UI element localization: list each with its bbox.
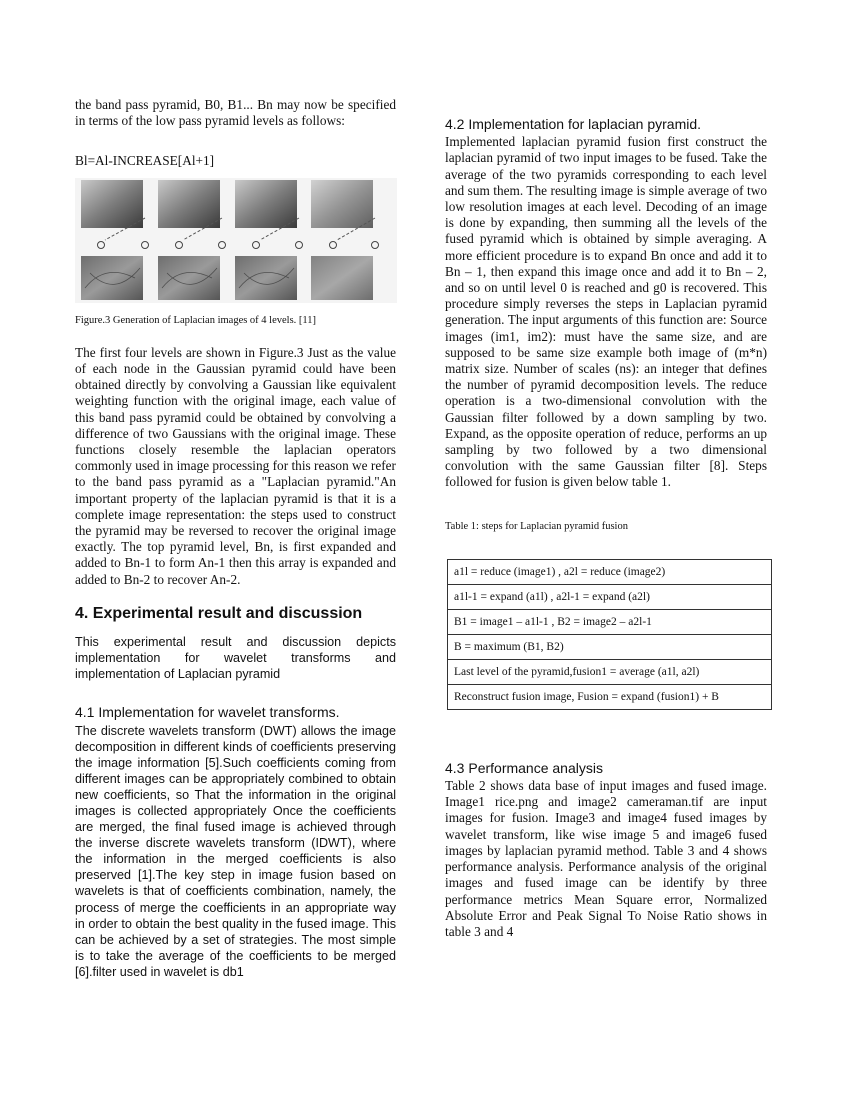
formula: Bl=Al-INCREASE[Al+1]	[75, 153, 215, 169]
table-cell: a1l-1 = expand (a1l) , a2l-1 = expand (a2l)	[448, 584, 772, 609]
table-row	[448, 634, 772, 659]
gaussian-level-2-image	[235, 180, 297, 228]
table-cell: B = maximum (B1, B2)	[448, 634, 772, 659]
section-intro: This experimental result and discussion depicts implementation for wavelet transforms and implementation of Laplacian pyramid	[75, 635, 396, 682]
table-row	[448, 609, 772, 634]
subsection-heading: 4.2 Implementation for laplacian pyramid.	[445, 116, 702, 132]
difference-node-icon	[219, 241, 226, 248]
laplacian-figure-graphic	[75, 178, 397, 303]
difference-node-icon	[253, 241, 260, 248]
gaussian-level-0-image	[81, 180, 143, 228]
intro-paragraph: the band pass pyramid, B0, B1... Bn may now be specified in terms of the low pass pyramid levels as follows:	[75, 97, 396, 129]
fusion-steps-table	[447, 559, 772, 710]
section-heading: 4. Experimental result and discussion	[75, 604, 363, 622]
subsection-heading: 4.1 Implementation for wavelet transforms.	[75, 704, 340, 721]
figure-caption: Figure.3 Generation of Laplacian images of 4 levels. [11]	[75, 314, 317, 326]
subsection-body: Implemented laplacian pyramid fusion first construct the laplacian pyramid of two input images to be fused. Take the average of the two pyramids corresponding to each level and sum them. The resulting image is simple average of two low resolution images at each level. Decoding of an image is done by expanding, then summing all the levels of the fused pyramid which is obtained by simple averaging. A more efficient procedure is to expand Bn once and add it to Bn – 1, then expand this image once and add it to Bn – 2, and so on until level 0 is reached and g0 is recovered. This procedure simply reverses the steps in Laplacian pyramid generation. The input arguments of this function are: Source images (im1, im2): must have the same size, and are supposed to be same size example both image of (m*n) matrix size. Number of scales (ns): an integer that defines the number of pyramid decomposition levels. The reduce operation is a two-dimensional convolution with the Gaussian filter followed by a down sampling by two. Expand, as the opposite operation of reduce, performs an up sampling by two followed by a two dimensional convolution with the same Gaussian filter [8]. Steps followed for fusion is given below table 1.	[445, 134, 767, 490]
table-row	[448, 659, 772, 684]
difference-node-icon	[372, 241, 379, 248]
left-column	[75, 97, 396, 980]
table-row	[448, 684, 772, 709]
difference-node-icon	[142, 241, 149, 248]
table-cell: Last level of the pyramid,fusion1 = average (a1l, a2l)	[448, 659, 772, 684]
table-row	[448, 559, 772, 584]
laplacian-figure	[75, 178, 397, 303]
difference-node-icon	[296, 241, 303, 248]
laplacian-level-3-image	[311, 256, 373, 300]
laplacian-level-1-image	[158, 256, 220, 300]
subsection-body: The discrete wavelets transform (DWT) allows the image decomposition in different kinds of coefficients preserving the image information [5].Such coefficients coming from different images can be appropriately combined to obtain new coefficients, so That the information in the original images is collected appropriately Once the coefficients are merged, the final fused image is achieved through the inverse discrete wavelets transform (IDWT), where the information in the merged coefficients is also preserved [1].The key step in image fusion based on wavelets is that of coefficients combination, namely, the process of merge the coefficients in an appropriate way in order to obtain the best quality in the fused image. This can be achieved by a set of strategies. The most simple is to take the average of the coefficients to be merged [6].filter used in wavelet is db1	[75, 723, 396, 979]
subsection-heading: 4.3 Performance analysis	[445, 759, 603, 776]
laplacian-level-2-image	[235, 256, 297, 300]
difference-node-icon	[176, 241, 183, 248]
table-cell: a1l = reduce (image1) , a2l = reduce (image2)	[448, 559, 772, 584]
gaussian-level-1-image	[158, 180, 220, 228]
difference-node-icon	[330, 241, 337, 248]
right-column	[445, 116, 767, 940]
difference-node-icon	[98, 241, 105, 248]
table-caption: Table 1: steps for Laplacian pyramid fusion	[445, 520, 628, 532]
table-row	[448, 584, 772, 609]
subsection-body: Table 2 shows data base of input images and fused image. Image1 rice.png and image2 cameraman.tif are input images for fusion. Image3 and image4 fused images by wavelet transform, like wise image 5 and image6 fused images by laplacian pyramid method. Table 3 and 4 shows performance analysis. Performance analysis of the original images and fused image can be identify by three performance metrics Mean Square error, Normalized Absolute Error and Peak Signal To Noise Ratio shows in table 3 and 4	[445, 778, 767, 939]
table-cell: B1 = image1 – a1l-1 , B2 = image2 – a2l-1	[448, 609, 772, 634]
gaussian-level-3-image	[311, 180, 373, 228]
body-paragraph: The first four levels are shown in Figure.3 Just as the value of each node in the Gaussian pyramid could have been obtained directly by convolving a Gaussian like equivalent weighting function with the original image, each value of this band pass pyramid could be obtained by convolving a difference of two Gaussians with the original image. These functions closely resemble the laplacian operators commonly used in image processing for this reason we refer to the band pass pyramid as a "Laplacian pyramid."An important property of the laplacian pyramid is that it is a complete image representation: the steps used to construct the pyramid may be reversed to recover the original image exactly. The top pyramid level, Bn, is first expanded and added to Bn-1 to form An-1 then this array is expanded and added to Bn-2 to recover An-2.	[75, 344, 396, 587]
table-cell: Reconstruct fusion image, Fusion = expand (fusion1) + B	[448, 684, 772, 709]
laplacian-level-0-image	[81, 256, 143, 300]
